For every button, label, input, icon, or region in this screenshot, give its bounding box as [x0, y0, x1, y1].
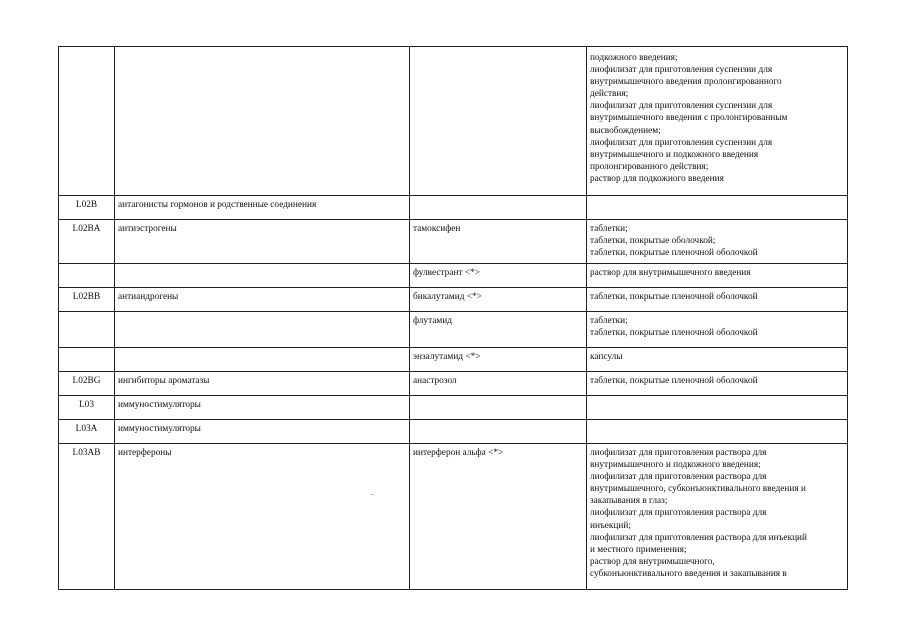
dosage-form-line: лиофилизат для приготовления суспензии для	[590, 65, 773, 76]
dosage-form-line: внутримышечного введения с пролонгированным	[590, 113, 788, 124]
dosage-form-line: раствор для внутримышечного введения	[590, 268, 751, 278]
dosage-forms-cell	[587, 372, 848, 396]
group-name-cell: антиандрогены	[115, 288, 410, 312]
dosage-form-line: высвобождением;	[590, 125, 661, 136]
atc-code-cell	[59, 348, 115, 372]
atc-code-cell: L02BB	[59, 288, 115, 312]
dosage-form-line: закапывания в глаз;	[590, 496, 668, 507]
group-name-cell: интерфероны	[115, 444, 410, 590]
dosage-forms-cell	[587, 47, 848, 196]
dosage-forms-cell	[587, 264, 848, 288]
dosage-form-line: внутримышечного и подкожного введения;	[590, 460, 761, 471]
table-row	[59, 348, 848, 372]
table-row	[59, 264, 848, 288]
group-name-cell: антагонисты гормонов и родственные соединения	[115, 196, 410, 220]
dosage-form-line: подкожного введения;	[590, 53, 678, 63]
drug-name-cell	[410, 196, 587, 220]
table-row	[59, 372, 848, 396]
drug-name-cell	[410, 47, 587, 196]
dosage-form-line: таблетки, покрытые оболочкой;	[590, 236, 716, 247]
table-row	[59, 312, 848, 348]
dosage-form-line: таблетки, покрытые пленочной оболочкой	[590, 376, 758, 386]
dosage-form-line: внутримышечного, субконъюнктивального введения и	[590, 484, 806, 495]
dosage-form-line: субконъюнктивального введения и закапывания в	[590, 568, 787, 579]
group-name-cell: иммуностимуляторы	[115, 396, 410, 420]
dosage-forms-cell	[587, 196, 848, 220]
dosage-form-line: раствор для подкожного введения	[590, 173, 724, 184]
atc-code-cell: L02BA	[59, 220, 115, 264]
dosage-forms-cell	[587, 396, 848, 420]
atc-code-cell	[59, 264, 115, 288]
atc-code-cell	[59, 312, 115, 348]
drug-name-cell: тамоксифен	[410, 220, 587, 264]
dosage-form-line: лиофилизат для приготовления суспензии для	[590, 137, 773, 148]
atc-code-cell	[59, 47, 115, 196]
dosage-form-line: инъекций;	[590, 520, 631, 531]
dosage-form-line: лиофилизат для приготовления раствора для	[590, 508, 767, 519]
dosage-forms-cell	[587, 420, 848, 444]
scan-speck	[371, 494, 374, 495]
dosage-form-line: внутримышечного введения пролонгированного	[590, 77, 782, 88]
dosage-form-line: таблетки, покрытые пленочной оболочкой	[590, 292, 758, 302]
drug-table	[58, 46, 848, 590]
group-name-cell	[115, 264, 410, 288]
table-row	[59, 444, 848, 590]
drug-name-cell: бикалутамид <*>	[410, 288, 587, 312]
drug-name-cell: энзалутамид <*>	[410, 348, 587, 372]
group-name-cell: антиэстрогены	[115, 220, 410, 264]
dosage-form-line: капсулы	[590, 352, 623, 362]
drug-name-cell	[410, 420, 587, 444]
dosage-form-line: таблетки, покрытые пленочной оболочкой	[590, 248, 758, 259]
dosage-form-line: лиофилизат для приготовления суспензии для	[590, 101, 773, 112]
drug-name-cell: интерферон альфа <*>	[410, 444, 587, 590]
dosage-form-line: действия;	[590, 89, 629, 100]
table-row	[59, 288, 848, 312]
dosage-form-line: лиофилизат для приготовления раствора для	[590, 472, 767, 483]
atc-code-cell: L03A	[59, 420, 115, 444]
dosage-form-line: таблетки;	[590, 224, 628, 234]
group-name-cell: ингибиторы ароматазы	[115, 372, 410, 396]
drug-table-body	[59, 47, 848, 590]
drug-name-cell	[410, 396, 587, 420]
atc-code-cell: L03AB	[59, 444, 115, 590]
table-row	[59, 47, 848, 196]
drug-name-cell: анастрозол	[410, 372, 587, 396]
dosage-form-line: раствор для внутримышечного,	[590, 556, 715, 567]
table-row	[59, 220, 848, 264]
dosage-forms-cell	[587, 348, 848, 372]
dosage-form-line: и местного применения;	[590, 544, 687, 555]
drug-name-cell: фулвестрант <*>	[410, 264, 587, 288]
table-row	[59, 420, 848, 444]
dosage-form-line: лиофилизат для приготовления раствора для	[590, 448, 767, 458]
dosage-form-line: пролонгированного действия;	[590, 161, 709, 172]
group-name-cell	[115, 312, 410, 348]
dosage-forms-cell	[587, 444, 848, 590]
group-name-cell	[115, 47, 410, 196]
atc-code-cell: L02BG	[59, 372, 115, 396]
dosage-forms-cell	[587, 288, 848, 312]
dosage-form-line: внутримышечного и подкожного введения	[590, 149, 759, 160]
atc-code-cell: L02B	[59, 196, 115, 220]
dosage-form-line: лиофилизат для приготовления раствора для инъекций	[590, 532, 808, 543]
drug-name-cell: флутамид	[410, 312, 587, 348]
group-name-cell: иммуностимуляторы	[115, 420, 410, 444]
dosage-forms-cell	[587, 312, 848, 348]
table-row	[59, 196, 848, 220]
dosage-form-line: таблетки;	[590, 316, 628, 326]
atc-code-cell: L03	[59, 396, 115, 420]
group-name-cell	[115, 348, 410, 372]
table-row	[59, 396, 848, 420]
dosage-form-line: таблетки, покрытые пленочной оболочкой	[590, 328, 758, 339]
dosage-forms-cell	[587, 220, 848, 264]
